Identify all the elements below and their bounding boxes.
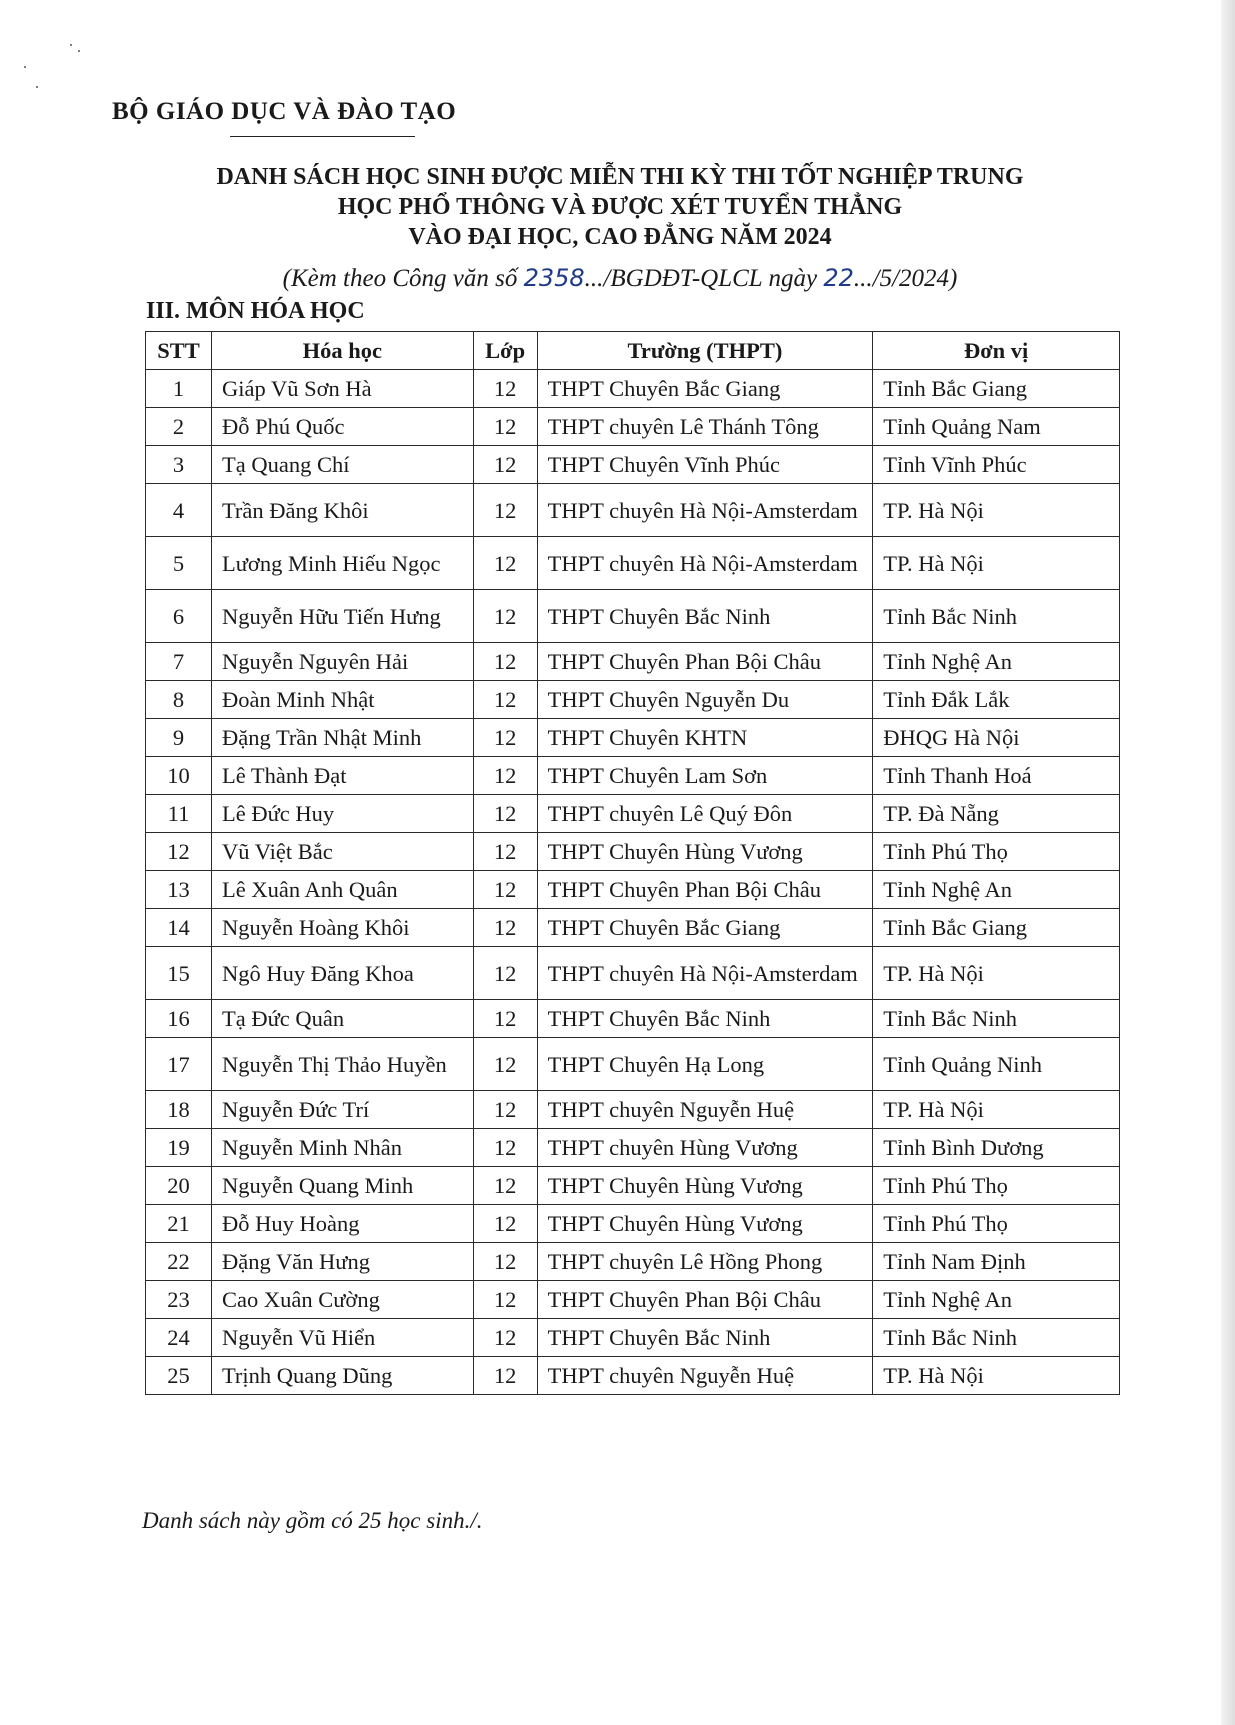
grade-cell: 12 bbox=[473, 1357, 537, 1395]
school-cell: THPT Chuyên Phan Bội Châu bbox=[537, 871, 873, 909]
school-cell: THPT Chuyên Bắc Giang bbox=[537, 909, 873, 947]
stt-cell: 13 bbox=[146, 871, 212, 909]
name-cell: Tạ Quang Chí bbox=[211, 446, 473, 484]
table-row bbox=[146, 1091, 1120, 1129]
grade-cell: 12 bbox=[473, 833, 537, 871]
name-cell: Ngô Huy Đăng Khoa bbox=[211, 947, 473, 1000]
school-cell: THPT Chuyên Hùng Vương bbox=[537, 833, 873, 871]
column-header: Lớp bbox=[473, 332, 537, 370]
scan-edge bbox=[1221, 0, 1235, 1725]
table-row bbox=[146, 1129, 1120, 1167]
title-line: HỌC PHỔ THÔNG VÀ ĐƯỢC XÉT TUYỂN THẲNG bbox=[337, 194, 903, 220]
table-row bbox=[146, 681, 1120, 719]
unit-cell: TP. Hà Nội bbox=[873, 537, 1120, 590]
unit-cell: TP. Đà Nẵng bbox=[873, 795, 1120, 833]
stt-cell: 17 bbox=[146, 1038, 212, 1091]
table-row bbox=[146, 537, 1120, 590]
unit-cell: Tỉnh Phú Thọ bbox=[873, 833, 1120, 871]
table-row bbox=[146, 1243, 1120, 1281]
unit-cell: Tỉnh Phú Thọ bbox=[873, 1167, 1120, 1205]
title-line: DANH SÁCH HỌC SINH ĐƯỢC MIỄN THI KỲ THI TỐT NGHIỆP TRUNG bbox=[216, 164, 1024, 190]
name-cell: Đoàn Minh Nhật bbox=[211, 681, 473, 719]
unit-cell: Tỉnh Quảng Ninh bbox=[873, 1038, 1120, 1091]
unit-cell: Tỉnh Bắc Ninh bbox=[873, 590, 1120, 643]
unit-cell: Tỉnh Quảng Nam bbox=[873, 408, 1120, 446]
table-row bbox=[146, 590, 1120, 643]
school-cell: THPT Chuyên Bắc Ninh bbox=[537, 1319, 873, 1357]
grade-cell: 12 bbox=[473, 1000, 537, 1038]
school-cell: THPT Chuyên Phan Bội Châu bbox=[537, 643, 873, 681]
name-cell: Trịnh Quang Dũng bbox=[211, 1357, 473, 1395]
school-cell: THPT Chuyên KHTN bbox=[537, 719, 873, 757]
scan-speck bbox=[36, 86, 38, 88]
unit-cell: TP. Hà Nội bbox=[873, 1091, 1120, 1129]
table-row bbox=[146, 484, 1120, 537]
unit-cell: TP. Hà Nội bbox=[873, 484, 1120, 537]
unit-cell: Tỉnh Bắc Giang bbox=[873, 909, 1120, 947]
school-cell: THPT Chuyên Hùng Vương bbox=[537, 1205, 873, 1243]
table-row bbox=[146, 757, 1120, 795]
table-row bbox=[146, 1000, 1120, 1038]
school-cell: THPT Chuyên Hạ Long bbox=[537, 1038, 873, 1091]
name-cell: Trần Đăng Khôi bbox=[211, 484, 473, 537]
table-row bbox=[146, 643, 1120, 681]
unit-cell: TP. Hà Nội bbox=[873, 947, 1120, 1000]
stt-cell: 11 bbox=[146, 795, 212, 833]
stt-cell: 4 bbox=[146, 484, 212, 537]
ministry-underline bbox=[230, 136, 415, 137]
name-cell: Nguyễn Hoàng Khôi bbox=[211, 909, 473, 947]
name-cell: Giáp Vũ Sơn Hà bbox=[211, 370, 473, 408]
unit-cell: ĐHQG Hà Nội bbox=[873, 719, 1120, 757]
table-row bbox=[146, 408, 1120, 446]
name-cell: Lương Minh Hiếu Ngọc bbox=[211, 537, 473, 590]
table-row bbox=[146, 795, 1120, 833]
table-row bbox=[146, 370, 1120, 408]
stt-cell: 19 bbox=[146, 1129, 212, 1167]
stt-cell: 12 bbox=[146, 833, 212, 871]
unit-cell: Tỉnh Đắk Lắk bbox=[873, 681, 1120, 719]
table-row bbox=[146, 833, 1120, 871]
table-row bbox=[146, 871, 1120, 909]
school-cell: THPT Chuyên Nguyễn Du bbox=[537, 681, 873, 719]
school-cell: THPT Chuyên Bắc Ninh bbox=[537, 1000, 873, 1038]
table-row bbox=[146, 1167, 1120, 1205]
stt-cell: 20 bbox=[146, 1167, 212, 1205]
grade-cell: 12 bbox=[473, 1129, 537, 1167]
name-cell: Lê Xuân Anh Quân bbox=[211, 871, 473, 909]
document-title bbox=[120, 162, 1120, 252]
name-cell: Đỗ Phú Quốc bbox=[211, 408, 473, 446]
grade-cell: 12 bbox=[473, 795, 537, 833]
unit-cell: Tỉnh Nghệ An bbox=[873, 871, 1120, 909]
stt-cell: 22 bbox=[146, 1243, 212, 1281]
handwritten-day: 22 bbox=[823, 264, 854, 292]
table-row bbox=[146, 1357, 1120, 1395]
name-cell: Nguyễn Minh Nhân bbox=[211, 1129, 473, 1167]
grade-cell: 12 bbox=[473, 408, 537, 446]
school-cell: THPT Chuyên Bắc Giang bbox=[537, 370, 873, 408]
reference-prefix: (Kèm theo Công văn số bbox=[282, 265, 524, 292]
school-cell: THPT Chuyên Vĩnh Phúc bbox=[537, 446, 873, 484]
name-cell: Nguyễn Hữu Tiến Hưng bbox=[211, 590, 473, 643]
name-cell: Tạ Đức Quân bbox=[211, 1000, 473, 1038]
school-cell: THPT chuyên Hùng Vương bbox=[537, 1129, 873, 1167]
ministry-name: BỘ GIÁO DỤC VÀ ĐÀO TẠO bbox=[112, 98, 457, 125]
stt-cell: 8 bbox=[146, 681, 212, 719]
name-cell: Cao Xuân Cường bbox=[211, 1281, 473, 1319]
name-cell: Đỗ Huy Hoàng bbox=[211, 1205, 473, 1243]
stt-cell: 7 bbox=[146, 643, 212, 681]
footer-note: Danh sách này gồm có 25 học sinh./. bbox=[142, 1508, 483, 1533]
section-heading: III. MÔN HÓA HỌC bbox=[146, 298, 365, 324]
unit-cell: Tỉnh Bình Dương bbox=[873, 1129, 1120, 1167]
name-cell: Nguyễn Đức Trí bbox=[211, 1091, 473, 1129]
school-cell: THPT chuyên Nguyễn Huệ bbox=[537, 1091, 873, 1129]
grade-cell: 12 bbox=[473, 643, 537, 681]
unit-cell: Tỉnh Bắc Ninh bbox=[873, 1319, 1120, 1357]
grade-cell: 12 bbox=[473, 719, 537, 757]
stt-cell: 21 bbox=[146, 1205, 212, 1243]
grade-cell: 12 bbox=[473, 1243, 537, 1281]
stt-cell: 18 bbox=[146, 1091, 212, 1129]
name-cell: Nguyễn Vũ Hiển bbox=[211, 1319, 473, 1357]
grade-cell: 12 bbox=[473, 537, 537, 590]
school-cell: THPT chuyên Hà Nội-Amsterdam bbox=[537, 947, 873, 1000]
stt-cell: 10 bbox=[146, 757, 212, 795]
column-header: STT bbox=[146, 332, 212, 370]
stt-cell: 2 bbox=[146, 408, 212, 446]
name-cell: Vũ Việt Bắc bbox=[211, 833, 473, 871]
grade-cell: 12 bbox=[473, 757, 537, 795]
table-row bbox=[146, 719, 1120, 757]
name-cell: Nguyễn Quang Minh bbox=[211, 1167, 473, 1205]
unit-cell: Tỉnh Bắc Giang bbox=[873, 370, 1120, 408]
column-header: Trường (THPT) bbox=[537, 332, 873, 370]
name-cell: Đặng Văn Hưng bbox=[211, 1243, 473, 1281]
reference-suffix: .../5/2024) bbox=[853, 265, 958, 292]
stt-cell: 16 bbox=[146, 1000, 212, 1038]
grade-cell: 12 bbox=[473, 909, 537, 947]
table-row bbox=[146, 1205, 1120, 1243]
school-cell: THPT Chuyên Hùng Vương bbox=[537, 1167, 873, 1205]
school-cell: THPT chuyên Lê Thánh Tông bbox=[537, 408, 873, 446]
table-row bbox=[146, 947, 1120, 1000]
unit-cell: TP. Hà Nội bbox=[873, 1357, 1120, 1395]
name-cell: Nguyễn Nguyên Hải bbox=[211, 643, 473, 681]
stt-cell: 15 bbox=[146, 947, 212, 1000]
name-cell: Đặng Trần Nhật Minh bbox=[211, 719, 473, 757]
scan-speck bbox=[70, 44, 72, 46]
stt-cell: 9 bbox=[146, 719, 212, 757]
school-cell: THPT chuyên Hà Nội-Amsterdam bbox=[537, 537, 873, 590]
school-cell: THPT chuyên Hà Nội-Amsterdam bbox=[537, 484, 873, 537]
grade-cell: 12 bbox=[473, 1091, 537, 1129]
stt-cell: 23 bbox=[146, 1281, 212, 1319]
table-header-row bbox=[146, 332, 1120, 370]
student-table bbox=[145, 331, 1120, 1395]
stt-cell: 3 bbox=[146, 446, 212, 484]
name-cell: Nguyễn Thị Thảo Huyền bbox=[211, 1038, 473, 1091]
scan-speck bbox=[24, 66, 26, 68]
reference-middle: .../BGDĐT-QLCL ngày bbox=[584, 265, 824, 292]
unit-cell: Tỉnh Phú Thọ bbox=[873, 1205, 1120, 1243]
grade-cell: 12 bbox=[473, 1038, 537, 1091]
column-header: Hóa học bbox=[211, 332, 473, 370]
table-row bbox=[146, 1281, 1120, 1319]
grade-cell: 12 bbox=[473, 1205, 537, 1243]
title-line: VÀO ĐẠI HỌC, CAO ĐẲNG NĂM 2024 bbox=[408, 224, 832, 250]
school-cell: THPT Chuyên Bắc Ninh bbox=[537, 590, 873, 643]
grade-cell: 12 bbox=[473, 484, 537, 537]
scan-speck bbox=[78, 50, 80, 52]
unit-cell: Tỉnh Nghệ An bbox=[873, 1281, 1120, 1319]
grade-cell: 12 bbox=[473, 681, 537, 719]
grade-cell: 12 bbox=[473, 1167, 537, 1205]
name-cell: Lê Đức Huy bbox=[211, 795, 473, 833]
stt-cell: 14 bbox=[146, 909, 212, 947]
name-cell: Lê Thành Đạt bbox=[211, 757, 473, 795]
unit-cell: Tỉnh Bắc Ninh bbox=[873, 1000, 1120, 1038]
unit-cell: Tỉnh Vĩnh Phúc bbox=[873, 446, 1120, 484]
grade-cell: 12 bbox=[473, 370, 537, 408]
grade-cell: 12 bbox=[473, 1281, 537, 1319]
stt-cell: 1 bbox=[146, 370, 212, 408]
handwritten-doc-number: 2358 bbox=[523, 264, 585, 292]
stt-cell: 25 bbox=[146, 1357, 212, 1395]
stt-cell: 6 bbox=[146, 590, 212, 643]
table-row bbox=[146, 1038, 1120, 1091]
table-row bbox=[146, 446, 1120, 484]
school-cell: THPT Chuyên Lam Sơn bbox=[537, 757, 873, 795]
stt-cell: 5 bbox=[146, 537, 212, 590]
grade-cell: 12 bbox=[473, 947, 537, 1000]
school-cell: THPT chuyên Lê Quý Đôn bbox=[537, 795, 873, 833]
table-row bbox=[146, 909, 1120, 947]
grade-cell: 12 bbox=[473, 871, 537, 909]
table-row bbox=[146, 1319, 1120, 1357]
unit-cell: Tỉnh Thanh Hoá bbox=[873, 757, 1120, 795]
grade-cell: 12 bbox=[473, 590, 537, 643]
grade-cell: 12 bbox=[473, 1319, 537, 1357]
column-header: Đơn vị bbox=[873, 332, 1120, 370]
unit-cell: Tỉnh Nghệ An bbox=[873, 643, 1120, 681]
school-cell: THPT Chuyên Phan Bội Châu bbox=[537, 1281, 873, 1319]
reference-line bbox=[120, 264, 1120, 293]
unit-cell: Tỉnh Nam Định bbox=[873, 1243, 1120, 1281]
stt-cell: 24 bbox=[146, 1319, 212, 1357]
school-cell: THPT chuyên Lê Hồng Phong bbox=[537, 1243, 873, 1281]
school-cell: THPT chuyên Nguyễn Huệ bbox=[537, 1357, 873, 1395]
grade-cell: 12 bbox=[473, 446, 537, 484]
